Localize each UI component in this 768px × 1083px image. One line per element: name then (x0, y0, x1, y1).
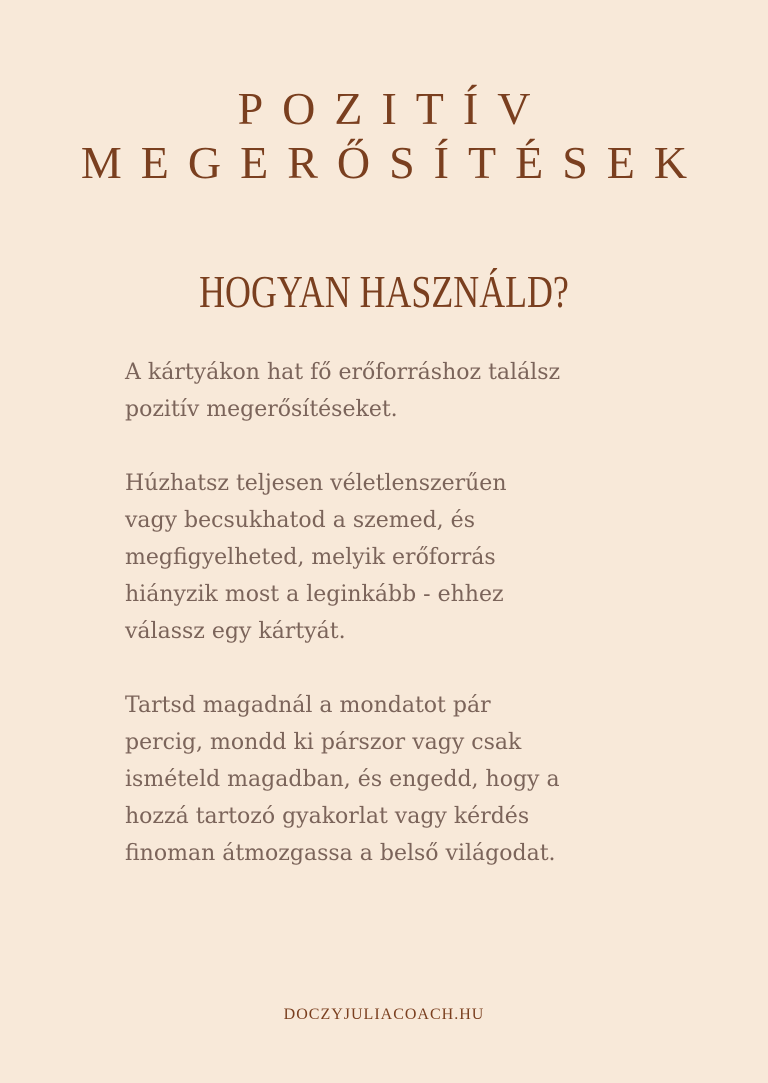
title-line-1: POZITÍV (237, 83, 550, 134)
text-line: hozzá tartozó gyakorlat vagy kérdés (125, 804, 530, 829)
text-line: Húzhatsz teljesen véletlenszerűen (125, 471, 507, 496)
paragraph-2 (125, 465, 725, 650)
body-text (125, 354, 725, 909)
subtitle: HOGYAN HASZNÁLD? (199, 266, 569, 317)
text-line: hiányzik most a leginkább - ehhez (125, 582, 504, 607)
title-line-2: MEGERŐSÍTÉSEK (80, 137, 707, 188)
text-line: ismételd magadban, és engedd, hogy a (125, 767, 560, 792)
text-line: vagy becsukhatod a szemed, és (125, 508, 475, 533)
paragraph-1 (125, 354, 725, 428)
text-line: A kártyákon hat fő erőforráshoz találsz (125, 360, 561, 385)
website-footer: DOCZYJULIACOACH.HU (283, 1006, 485, 1023)
text-line: Tartsd magadnál a mondatot pár (125, 693, 491, 718)
text-line: pozitív megerősítéseket. (125, 397, 398, 422)
text-line: percig, mondd ki párszor vagy csak (125, 730, 522, 755)
text-line: finoman átmozgassa a belső világodat. (125, 841, 556, 866)
text-line: válassz egy kártyát. (125, 619, 346, 644)
text-line: megfigyelheted, melyik erőforrás (125, 545, 496, 570)
paragraph-3 (125, 687, 725, 872)
